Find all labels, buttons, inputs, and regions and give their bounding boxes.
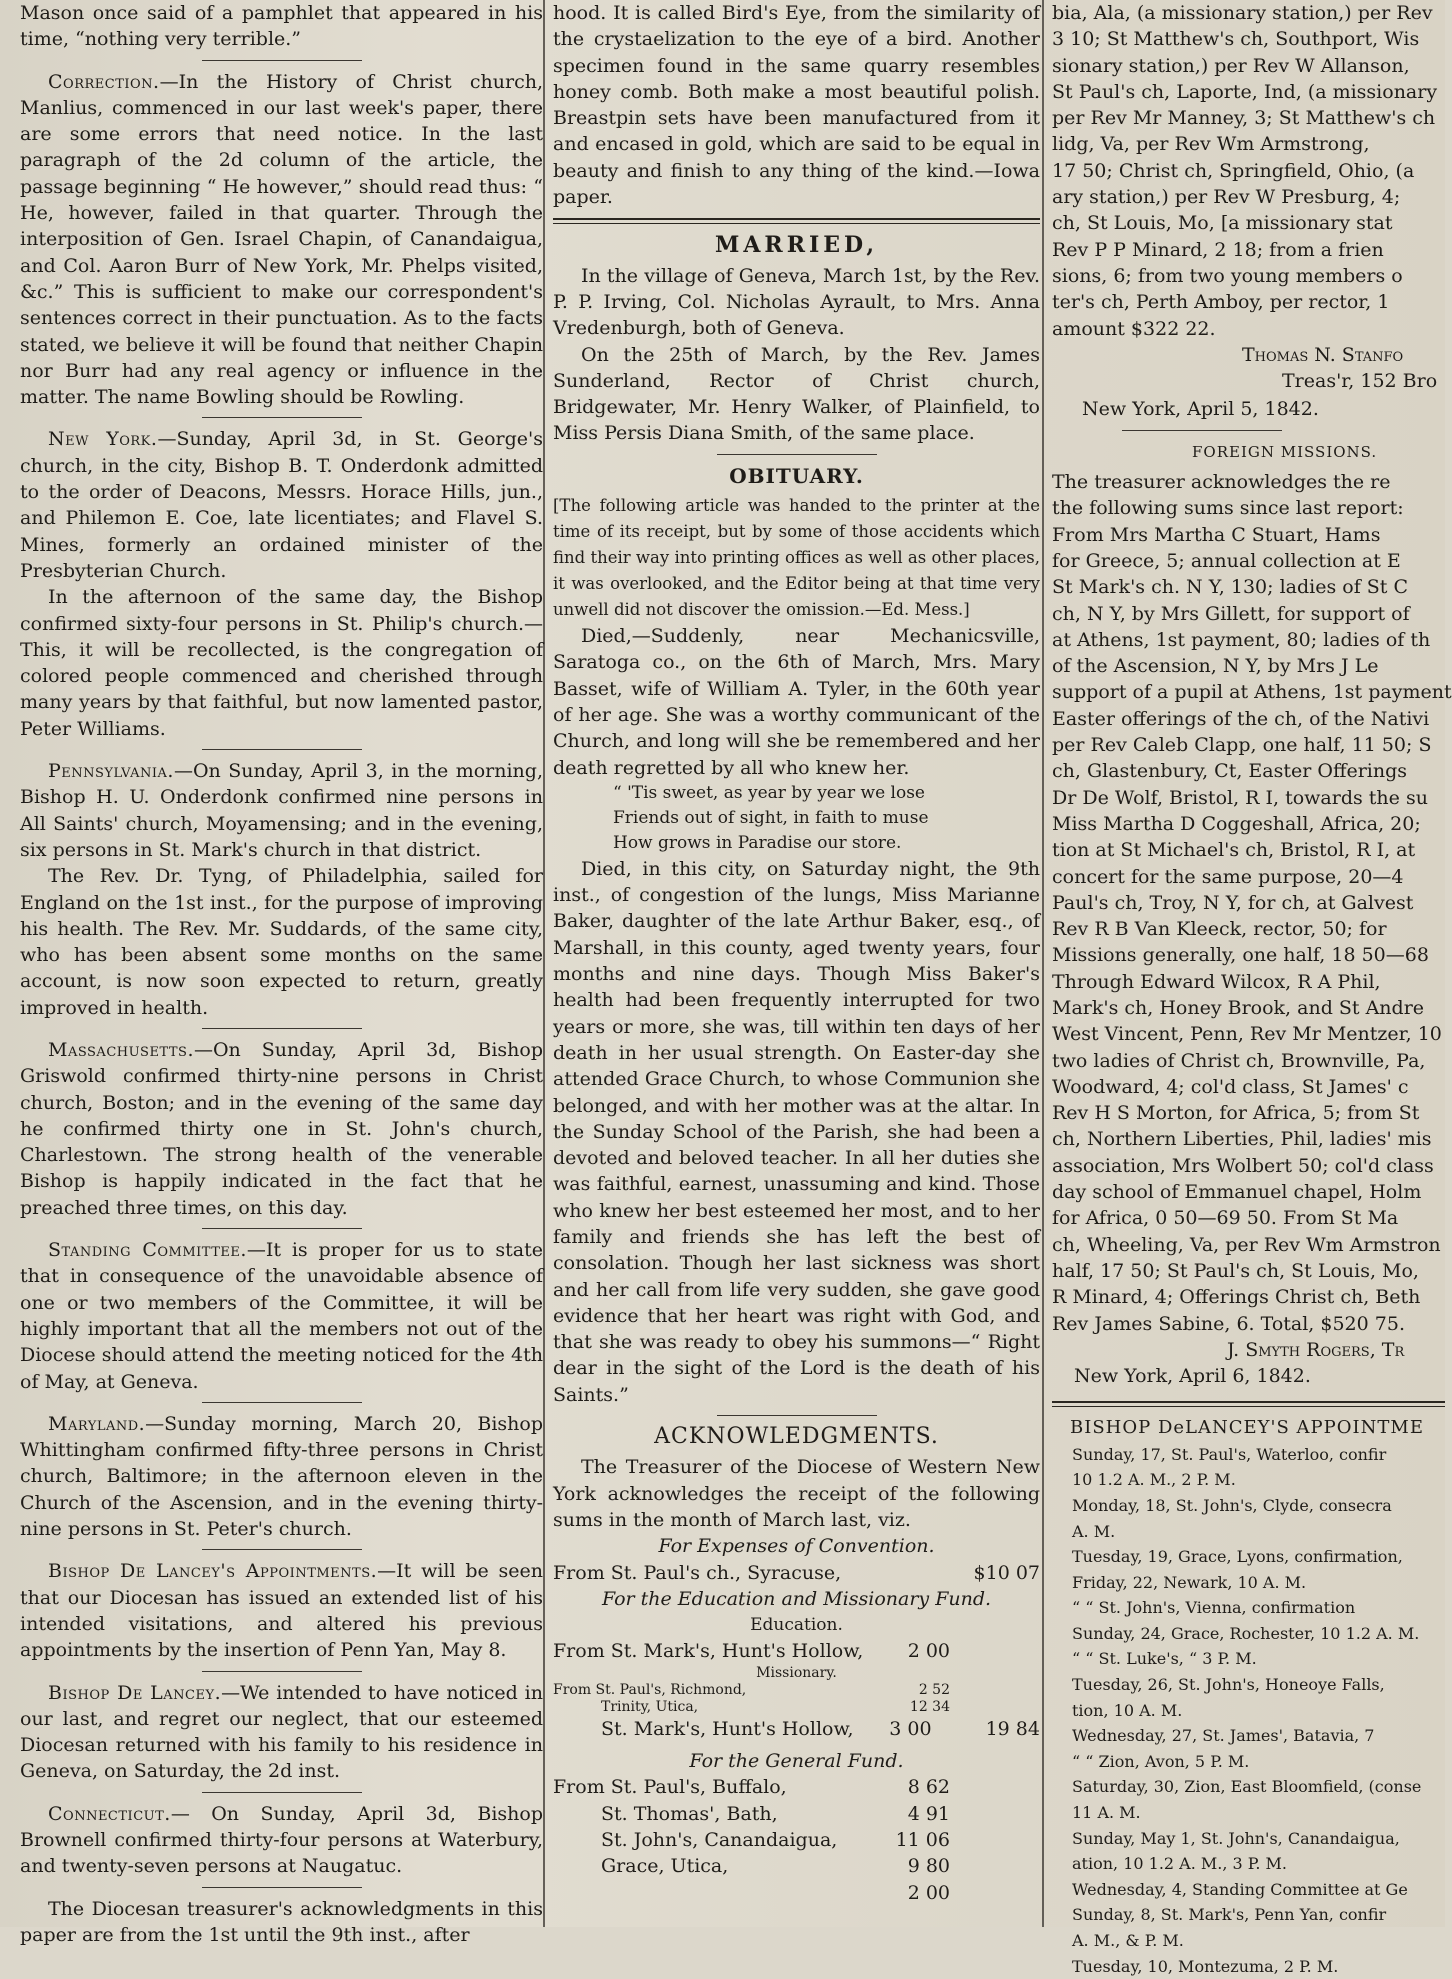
massachusetts-article	[20, 1037, 543, 1221]
column-right	[1046, 0, 1452, 1976]
text-line: Miss Martha D Coggeshall, Africa, 20;	[1052, 812, 1421, 835]
text-line: A. M.	[1072, 1521, 1116, 1541]
treasurer-signature: Thomas N. Stanfo	[1242, 343, 1404, 366]
foreign-missions-heading: FOREIGN MISSIONS.	[1192, 442, 1378, 461]
correction-title: Correction.	[48, 70, 160, 93]
acknowledgments-heading: ACKNOWLEDGMENTS.	[654, 1424, 939, 1450]
text-line: Missions generally, one half, 18 50—68	[1052, 944, 1429, 967]
ledger-row: From St. Paul's ch., Syracuse, $10 07	[553, 1561, 1040, 1584]
divider	[202, 60, 362, 61]
married-heading: MARRIED,	[714, 232, 878, 259]
ledger-row: St. John's, Canandaigua, 11 06	[601, 1828, 950, 1851]
text-line: Monday, 18, St. John's, Clyde, consecra	[1072, 1495, 1392, 1515]
divider	[202, 1792, 362, 1793]
obituary-baker: Died, in this city, on Saturday night, the 9th inst., of congestion of the lungs, Miss Marianne Baker, daughter of the late Arthur Baker, esq., of Marshall, in this county, aged twenty years, four months and nine days. Though Miss Baker's health had been frequently interrupted for two years or more, she was, till within ten days of her death in her usual strength. On Easter-day she attended Grace Church, to whose Communion she belonged, and with her mother was at the altar. In the Sunday School of the Parish, she had been a devoted and beloved teacher. In all her duties she was faithful, earnest, unassuming and kind. Those who knew her best esteemed her most, and to her family and friends she has left the best of consolation. Though her last sickness was short and her call from life very sudden, she gave good evidence that her heart was right with God, and that she was ready to obey his summons—“ Right dear in the sight of the Lord is the death of his Saints.”	[553, 857, 1040, 1406]
missionary-label: Missionary.	[756, 1664, 837, 1681]
poem-line: “ 'Tis sweet, as year by year we lose	[613, 782, 925, 803]
correction-article	[20, 69, 543, 411]
divider	[1122, 430, 1282, 431]
divider	[202, 1671, 362, 1672]
treasurer-address: Treas'r, 152 Bro	[1282, 370, 1438, 393]
marriage-notice: In the village of Geneva, March 1st, by the Rev. P. P. Irving, Col. Nicholas Ayrault, to Mrs. Anna Vredenburgh, both of Geneva.	[553, 264, 1040, 340]
text-line: Sunday, 8, St. Mark's, Penn Yan, confir	[1072, 1905, 1387, 1925]
marriage-notice: On the 25th of March, by the Rev. James Sunderland, Rector of Christ church, Bridgewater, Mr. Henry Walker, of Plainfield, to Miss Persis Diana Smith, of the same place.	[553, 343, 1040, 445]
text-line: amount $322 22.	[1052, 317, 1216, 340]
ledger-row: 2 00	[907, 1881, 950, 1904]
dateline: New York, April 5, 1842.	[1082, 398, 1319, 421]
birds-eye-article: hood. It is called Bird's Eye, from the similarity of the crystaelization to the eye of a bird. Another specimen found in the same quarry resembles honey comb. Both make a most beautiful polish. Breastpin sets have been manufactured from it and encased in gold, which are said to be equal in beauty and finish to any thing of the kind.—Iowa paper.	[553, 2, 1040, 209]
treasurer-note: The Diocesan treasurer's acknowledgments in this paper are from the 1st until the 9th inst., after	[20, 1897, 543, 1946]
text-line: A. M., & P. M.	[1072, 1931, 1184, 1951]
education-label: Education.	[750, 1615, 843, 1636]
newyork-title: New York.	[48, 428, 158, 451]
text-line: per Rev Caleb Clapp, one half, 11 50; S	[1052, 734, 1432, 757]
maryland-body: —Sunday morning, March 20, Bishop Whittingham confirmed fifty-three persons in Christ church, Baltimore; in the afternoon eleven in the Church of the Ascension, and in the evening thirty-nine persons in St. Peter's church.	[20, 1412, 543, 1541]
divider	[717, 454, 877, 455]
bishop-appointments-title: Bishop De Lancey's Appointments.	[48, 1560, 378, 1583]
divider	[717, 1415, 877, 1416]
appointments-heading: BISHOP DeLANCEY'S APPOINTME	[1070, 1417, 1424, 1439]
newyork-paragraph-2: In the afternoon of the same day, the Bishop confirmed sixty-four persons in St. Philip's church.— This, it will be recollected, is the congregation of colored people commenced and cherished through many years by that faithful, but now lamented pastor, Peter Williams.	[20, 586, 543, 740]
ledger-total: 19 84	[985, 1717, 1040, 1740]
divider	[202, 417, 362, 418]
text-line: Mark's ch, Honey Brook, and St Andre	[1052, 996, 1425, 1019]
text-line: Paul's ch, Troy, N Y, for ch, at Galvest	[1052, 891, 1414, 914]
column-rule	[543, 0, 545, 1927]
text-line: St Mark's ch. N Y, 130; ladies of St C	[1052, 576, 1408, 599]
text-line: R Minard, 4; Offerings Christ ch, Beth	[1052, 1286, 1421, 1309]
obituary-tyler: Died,—Suddenly, near Mechanicsville, Saratoga co., on the 6th of March, Mrs. Mary Basset, wife of William A. Tyler, in the 60th year of her age. She was a worthy communicant of the Church, and long will she be remembered and her death regretted by all who knew her.	[553, 625, 1040, 779]
ledger-row: St. Mark's, Hunt's Hollow, 3 00 19 84	[553, 1716, 1040, 1742]
standing-committee-article	[20, 1237, 543, 1395]
text-line: Woodward, 4; col'd class, St James' c	[1052, 1075, 1409, 1098]
text-line: Wednesday, 27, St. James', Batavia, 7	[1072, 1726, 1375, 1746]
text-line: half, 17 50; St Paul's ch, St Louis, Mo,	[1052, 1259, 1419, 1282]
text-line: “ “ St. Luke's, “ 3 P. M.	[1072, 1649, 1257, 1669]
text-line: The treasurer acknowledges the re	[1052, 471, 1391, 494]
text-line: Tuesday, 10, Montezuma, 2 P. M.	[1072, 1956, 1339, 1976]
column-middle	[547, 0, 1040, 1927]
domestic-missions-list	[1052, 0, 1445, 342]
general-fund-subheading: For the General Fund.	[689, 1750, 904, 1773]
text-line: bia, Ala, (a missionary station,) per Rev	[1052, 2, 1433, 24]
obituary-heading: OBITUARY.	[729, 463, 864, 488]
text-line: day school of Emmanuel chapel, Holm	[1052, 1181, 1422, 1204]
maryland-title: Maryland.	[48, 1412, 146, 1435]
standing-committee-title: Standing Committee.	[48, 1239, 247, 1262]
pennsylvania-article	[20, 758, 543, 863]
ledger-row: From St. Paul's, Buffalo, 8 62	[553, 1776, 950, 1799]
text-line: ary station,) per Rev W Presburg, 4;	[1052, 186, 1401, 209]
text-line: Sunday, 24, Grace, Rochester, 10 1.2 A. M.	[1072, 1623, 1420, 1643]
text-line: ation, 10 1.2 A. M., 3 P. M.	[1072, 1854, 1287, 1874]
acknowledgments-body: The Treasurer of the Diocese of Western New York acknowledges the receipt of the following sums in the month of March last, viz.	[553, 1456, 1040, 1531]
text-line: Tuesday, 26, St. John's, Honeoye Falls,	[1072, 1675, 1385, 1695]
expenses-subheading: For Expenses of Convention.	[658, 1535, 935, 1558]
pennsylvania-body: —On Sunday, April 3, in the morning, Bishop H. U. Onderdonk confirmed nine persons in All Saints' church, Moyamensing; and in the evening, six persons in St. Mark's church in that district.	[20, 760, 543, 861]
text-line: Rev H S Morton, for Africa, 5; from St	[1052, 1102, 1420, 1125]
newyork-body: —Sunday, April 3d, in St. George's church, in the city, Bishop B. T. Onderdonk admitted to the order of Deacons, Messrs. Horace Hills, jun., and Philemon E. Coe, late licentiates; and Flavel S. Mines, formerly an ordained minister of the Presbyterian Church.	[20, 428, 543, 582]
bishop-appointments-article	[20, 1558, 543, 1663]
text-line: Rev P P Minard, 2 18; from a frien	[1052, 238, 1384, 261]
text-line: ch, N Y, by Mrs Gillett, for support of	[1052, 602, 1410, 625]
text-line: at Athens, 1st payment, 80; ladies of th	[1052, 628, 1431, 651]
text-line: “ “ Zion, Avon, 5 P. M.	[1072, 1751, 1250, 1771]
text-line: for Greece, 5; annual collection at E	[1052, 549, 1401, 572]
divider	[202, 1028, 362, 1029]
education-fund-subheading: For the Education and Missionary Fund.	[601, 1587, 992, 1610]
text-line: Dr De Wolf, Bristol, R I, towards the su	[1052, 786, 1428, 809]
divider	[202, 1549, 362, 1550]
foreign-missions-list	[1052, 469, 1452, 1337]
intro-paragraph: Mason once said of a pamphlet that appeared in his time, “nothing very terrible.”	[20, 2, 543, 51]
divider	[202, 1402, 362, 1403]
dateline-2: New York, April 6, 1842.	[1074, 1365, 1311, 1388]
correction-body: —In the History of Christ church, Manlius, commenced in our last week's paper, there are some errors that need notice. In the last paragraph of the 2d column of the article, the passage beginning “ He however,” should read thus: “ He, however, failed in that quarter. Through the interposition of Gen. Israel Chapin, of Canandaigua, and Col. Aaron Burr of New York, Mr. Phelps visited, &c.” This is sufficient to make our correspondent's sentences correct in their punctuation. As to the facts stated, we believe it will be found that neither Chapin nor Burr had any real agency or influence in the matter. The name Bowling should be Rowling.	[20, 70, 543, 409]
column-left	[20, 0, 543, 1946]
treasurer-signature-2: J. Smyth Rogers, Tr	[1227, 1338, 1405, 1361]
bishop-appointments-body: —It will be seen that our Diocesan has issued an extended list of his intended visitations, and altered his previous appointments by the insertion of Penn Yan, May 8.	[20, 1560, 543, 1662]
text-line: ch, Glastenbury, Ct, Easter Offerings	[1052, 760, 1408, 783]
appointments-list	[1052, 1442, 1445, 1979]
text-line: the following sums since last report:	[1052, 497, 1404, 520]
text-line: 10 1.2 A. M., 2 P. M.	[1072, 1470, 1236, 1490]
double-divider	[1052, 1401, 1445, 1407]
text-line: Wednesday, 4, Standing Committee at Ge	[1072, 1879, 1408, 1899]
text-line: “ “ St. John's, Vienna, confirmation	[1072, 1598, 1356, 1618]
ledger-row: From St. Paul's, Richmond, 2 52	[553, 1681, 950, 1698]
text-line: Easter offerings of the ch, of the Nativi	[1052, 707, 1430, 730]
text-line: 17 50; Christ ch, Springfield, Ohio, (a	[1052, 159, 1415, 182]
text-line: ch, Wheeling, Va, per Rev Wm Armstron	[1052, 1233, 1441, 1256]
divider	[202, 749, 362, 750]
text-line: concert for the same purpose, 20—4	[1052, 865, 1404, 888]
ledger-row: Grace, Utica, 9 80	[601, 1855, 950, 1878]
text-line: sionary station,) per Rev W Allanson,	[1052, 54, 1410, 77]
text-line: ter's ch, Perth Amboy, per rector, 1	[1052, 291, 1390, 314]
text-line: sions, 6; from two young members o	[1052, 264, 1403, 287]
text-line: Rev R B Van Kleeck, rector, 50; for	[1052, 918, 1387, 941]
ledger-row: Trinity, Utica, 12 34	[601, 1698, 950, 1715]
text-line: 11 A. M.	[1072, 1803, 1141, 1823]
maryland-article	[20, 1411, 543, 1542]
text-line: Tuesday, 19, Grace, Lyons, confirmation,	[1072, 1547, 1403, 1567]
bishop-delancey-body: —We intended to have noticed in our last, and regret our neglect, that our esteemed Diocesan returned with his family to his residence in Geneva, on Saturday, the 2d inst.	[20, 1681, 543, 1783]
divider	[202, 1228, 362, 1229]
editor-note: [The following article was handed to the printer at the time of its receipt, but by some of those accidents which find their way into printing offices as well as other places, it was overlooked, and the Editor being at that time very unwell did not discover the omission.—Ed. Mess.]	[553, 496, 1040, 620]
connecticut-body: — On Sunday, April 3d, Bishop Brownell confirmed thirty-four persons at Waterbury, and twenty-seven persons at Naugatuc.	[20, 1802, 543, 1878]
text-line: West Vincent, Penn, Rev Mr Mentzer, 10	[1052, 1023, 1442, 1046]
text-line: two ladies of Christ ch, Brownville, Pa,	[1052, 1049, 1426, 1072]
text-line: of the Ascension, N Y, by Mrs J Le	[1052, 655, 1379, 678]
column-rule	[1042, 0, 1044, 1927]
text-line: tion at St Michael's ch, Bristol, R I, at	[1052, 839, 1416, 862]
newyork-article	[20, 426, 543, 584]
text-line: Through Edward Wilcox, R A Phil,	[1052, 970, 1381, 993]
standing-committee-body: —It is proper for us to state that in consequence of the unavoidable absence of one or two members of the Committee, it will be highly important that all the members not out of the Diocese should attend the meeting noticed for the 4th of May, at Geneva.	[20, 1239, 543, 1393]
poem-line: How grows in Paradise our store.	[613, 832, 902, 853]
text-line: St Paul's ch, Laporte, Ind, (a missionary	[1052, 80, 1438, 103]
ledger-row: St. Thomas', Bath, 4 91	[601, 1802, 950, 1825]
text-line: per Rev Mr Manney, 3; St Matthew's ch	[1052, 107, 1436, 130]
text-line: Rev James Sabine, 6. Total, $520 75.	[1052, 1312, 1405, 1335]
divider	[202, 1887, 362, 1888]
text-line: From Mrs Martha C Stuart, Hams	[1052, 523, 1381, 546]
text-line: association, Mrs Wolbert 50; col'd class	[1052, 1154, 1434, 1177]
pennsylvania-title: Pennsylvania.	[48, 760, 174, 783]
text-line: lidg, Va, per Rev Wm Armstrong,	[1052, 133, 1370, 156]
ledger-row: From St. Mark's, Hunt's Hollow, 2 00	[553, 1640, 950, 1663]
massachusetts-title: Massachusetts.	[48, 1038, 194, 1061]
text-line: tion, 10 A. M.	[1072, 1700, 1183, 1720]
connecticut-title: Connecticut.	[48, 1802, 171, 1825]
bishop-delancey-title: Bishop De Lancey.	[48, 1681, 222, 1704]
massachusetts-body: —On Sunday, April 3d, Bishop Griswold confirmed thirty-nine persons in Christ church, Boston; and in the evening of the same day he confirmed thirty one in St. John's church, Charlestown. The strong health of the venerable Bishop is happily indicated in the fact that he preached three times, on this day.	[20, 1038, 543, 1219]
connecticut-article	[20, 1801, 543, 1880]
double-divider	[553, 218, 1040, 224]
text-line: Sunday, 17, St. Paul's, Waterloo, confir	[1072, 1444, 1387, 1464]
text-line: Saturday, 30, Zion, East Bloomfield, (conse	[1072, 1777, 1422, 1797]
pennsylvania-paragraph-2: The Rev. Dr. Tyng, of Philadelphia, sailed for England on the 1st inst., for the purpose of improving his health. The Rev. Mr. Suddards, of the same city, who has been absent some months on the same account, is now soon expected to return, greatly improved in health.	[20, 865, 543, 1019]
text-line: ch, St Louis, Mo, [a missionary stat	[1052, 212, 1393, 235]
text-line: Sunday, May 1, St. John's, Canandaigua,	[1072, 1828, 1400, 1848]
text-line: support of a pupil at Athens, 1st payment	[1052, 681, 1452, 704]
bishop-delancey-article	[20, 1680, 543, 1785]
text-line: ch, Northern Liberties, Phil, ladies' mis	[1052, 1128, 1432, 1151]
text-line: for Africa, 0 50—69 50. From St Ma	[1052, 1207, 1399, 1230]
poem-line: Friends out of sight, in faith to muse	[613, 807, 929, 828]
text-line: Friday, 22, Newark, 10 A. M.	[1072, 1572, 1307, 1592]
text-line: 3 10; St Matthew's ch, Southport, Wis	[1052, 28, 1420, 51]
